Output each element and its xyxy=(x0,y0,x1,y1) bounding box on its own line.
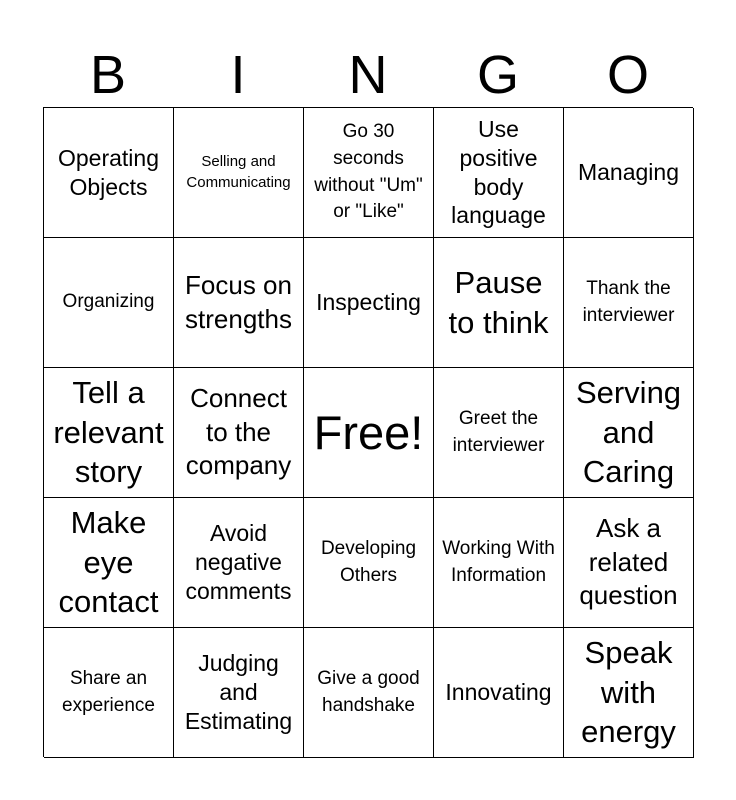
bingo-cell-r4c4[interactable]: Working With Information xyxy=(434,498,564,628)
bingo-cell-r1c3[interactable]: Go 30 seconds without "Um" or "Like" xyxy=(304,108,434,238)
bingo-header xyxy=(43,44,693,106)
bingo-cell-r2c5[interactable]: Thank the interviewer xyxy=(564,238,694,368)
header-letter-i: I xyxy=(230,45,246,105)
bingo-cell-r1c1[interactable]: Operating Objects xyxy=(44,108,174,238)
bingo-cell-r4c5[interactable]: Ask a related question xyxy=(564,498,694,628)
bingo-cell-r2c4[interactable]: Pause to think xyxy=(434,238,564,368)
bingo-cell-r4c2[interactable]: Avoid negative comments xyxy=(174,498,304,628)
bingo-cell-r3c5[interactable]: Serving and Caring xyxy=(564,368,694,498)
bingo-cell-r2c3[interactable]: Inspecting xyxy=(304,238,434,368)
bingo-cell-r5c5[interactable]: Speak with energy xyxy=(564,628,694,758)
bingo-cell-r2c1[interactable]: Organizing xyxy=(44,238,174,368)
bingo-cell-r3c1[interactable]: Tell a relevant story xyxy=(44,368,174,498)
header-letter-o: O xyxy=(606,45,649,105)
bingo-cell-r4c3[interactable]: Developing Others xyxy=(304,498,434,628)
header-letter-b: B xyxy=(89,45,127,105)
bingo-cell-r3c2[interactable]: Connect to the company xyxy=(174,368,304,498)
bingo-cell-r5c2[interactable]: Judging and Estimating xyxy=(174,628,304,758)
bingo-cell-r4c1[interactable]: Make eye contact xyxy=(44,498,174,628)
bingo-cell-r1c2[interactable]: Selling and Communicating xyxy=(174,108,304,238)
bingo-cell-r5c3[interactable]: Give a good handshake xyxy=(304,628,434,758)
header-letter-n: N xyxy=(348,45,388,105)
bingo-board xyxy=(43,107,693,757)
bingo-cell-r1c5[interactable]: Managing xyxy=(564,108,694,238)
bingo-cell-r3c4[interactable]: Greet the interviewer xyxy=(434,368,564,498)
bingo-cell-r1c4[interactable]: Use positive body language xyxy=(434,108,564,238)
bingo-cell-free-space[interactable]: Free! xyxy=(304,368,434,498)
bingo-cell-r2c2[interactable]: Focus on strengths xyxy=(174,238,304,368)
bingo-cell-r5c1[interactable]: Share an experience xyxy=(44,628,174,758)
header-letter-g: G xyxy=(476,45,519,105)
bingo-cell-r5c4[interactable]: Innovating xyxy=(434,628,564,758)
